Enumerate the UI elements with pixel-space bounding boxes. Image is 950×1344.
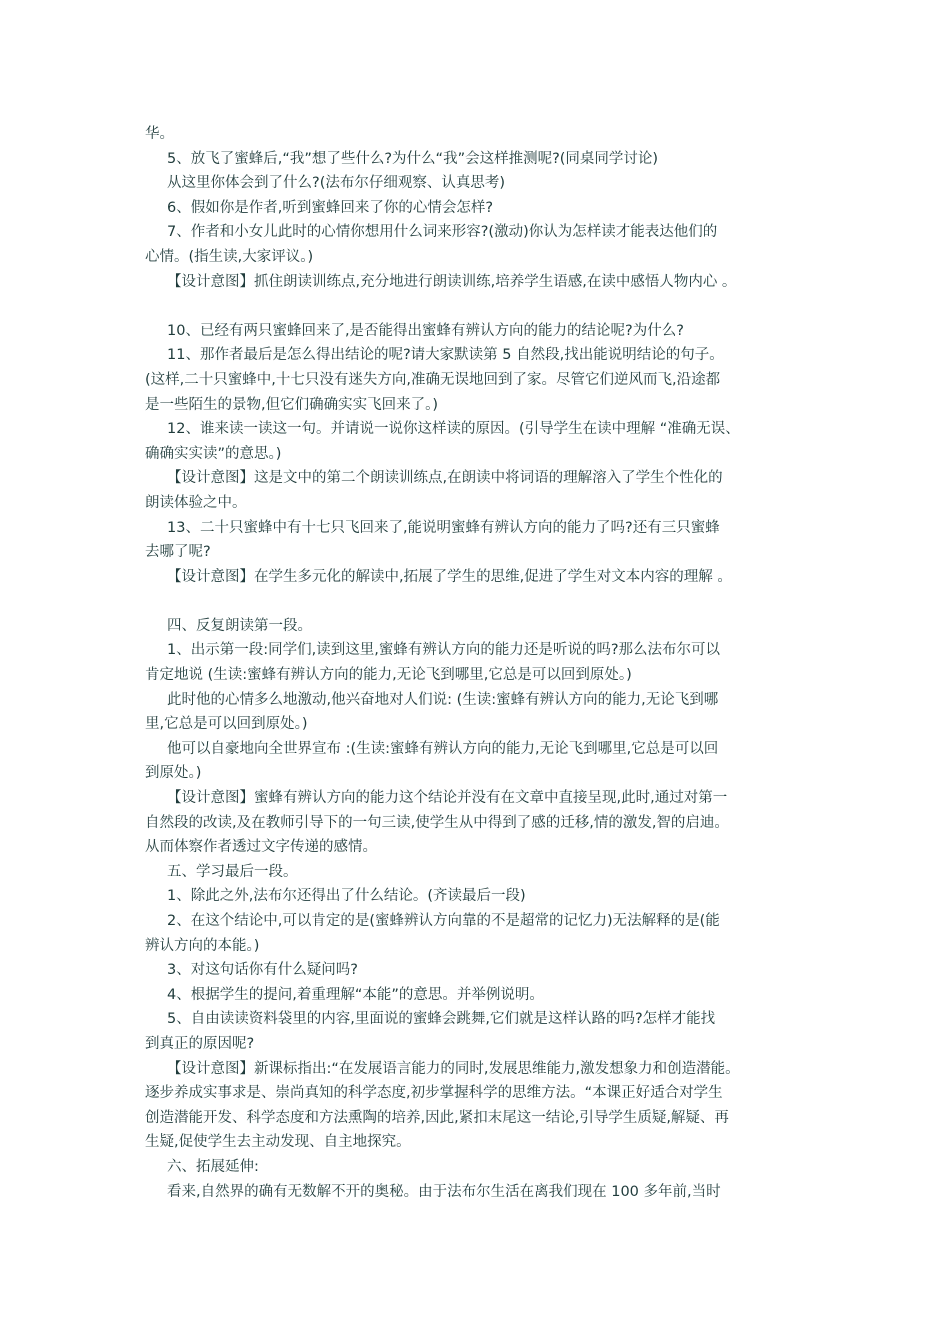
text-line: 创造潜能开发、科学态度和方法熏陶的培养,因此,紧扣末尾这一结论,引导学生质疑,解疑、再 (145, 1109, 729, 1126)
text-line: 【设计意图】这是文中的第二个朗读训练点,在朗读中将词语的理解溶入了学生个性化的 (167, 470, 723, 487)
text-line: 自然段的改读,及在教师引导下的一句三读,使学生从中得到了感的迁移,情的激发,智的启迪。 (145, 814, 729, 831)
text-line: 心情。(指生读,大家评议。) (145, 248, 314, 265)
text-line: 看来,自然界的确有无数解不开的奥秘。由于法布尔生活在离我们现在 100 多年前,当时 (167, 1183, 721, 1200)
text-line: 此时他的心情多么地激动,他兴奋地对人们说: (生读:蜜蜂有辨认方向的能力,无论飞到哪 (167, 691, 719, 708)
text-line: 六、拓展延伸: (167, 1158, 259, 1175)
text-line: 肯定地说 (生读:蜜蜂有辨认方向的能力,无论飞到哪里,它总是可以回到原处。) (145, 667, 632, 684)
text-line: 13、二十只蜜蜂中有十七只飞回来了,能说明蜜蜂有辨认方向的能力了吗?还有三只蜜蜂 (167, 519, 720, 536)
text-line: 逐步养成实事求是、崇尚真知的科学态度,初步掌握科学的思维方法。“本课正好适合对学生 (145, 1085, 723, 1102)
text-line: 是一些陌生的景物,但它们确确实实飞回来了。) (145, 396, 439, 413)
text-line: 3、对这句话你有什么疑问吗? (167, 962, 358, 979)
text-line: (这样,二十只蜜蜂中,十七只没有迷失方向,准确无误地回到了家。尽管它们逆风而飞,沿途都 (145, 371, 721, 388)
document-body (145, 122, 817, 1204)
text-line: 到真正的原因呢? (145, 1035, 255, 1052)
text-line: 1、出示第一段:同学们,读到这里,蜜蜂有辨认方向的能力还是听说的吗?那么法布尔可以 (167, 642, 721, 659)
text-line: 6、假如你是作者,听到蜜蜂回来了你的心情会怎样? (167, 199, 494, 216)
text-line: 5、自由读读资料袋里的内容,里面说的蜜蜂会跳舞,它们就是这样认路的吗?怎样才能找 (167, 1011, 716, 1028)
text-line: 朗读体验之中。 (145, 494, 247, 511)
text-line: 4、根据学生的提问,着重理解“本能”的意思。并举例说明。 (167, 986, 544, 1003)
text-line: 10、已经有两只蜜蜂回来了,是否能得出蜜蜂有辨认方向的能力的结论呢?为什么? (167, 322, 684, 339)
text-line: 11、那作者最后是怎么得出结论的呢?请大家默读第 5 自然段,找出能说明结论的句子。 (167, 347, 724, 364)
text-line: 5、放飞了蜜蜂后,“我”想了些什么?为什么“我”会这样推测呢?(同桌同学讨论) (167, 150, 659, 167)
text-line: 从这里你体会到了什么?(法布尔仔细观察、认真思考) (167, 175, 506, 192)
text-line: 【设计意图】抓住朗读训练点,充分地进行朗读训练,培养学生语感,在读中感悟人物内心 。 (167, 273, 737, 290)
text-line: 2、在这个结论中,可以肯定的是(蜜蜂辨认方向靠的不是超常的记忆力)无法解释的是(能 (167, 913, 720, 929)
text-line: 7、作者和小女儿此时的心情你想用什么词来形容?(激动)你认为怎样读才能表达他们的 (167, 224, 718, 241)
text-line: 【设计意图】在学生多元化的解读中,拓展了学生的思维,促进了学生对文本内容的理解 。 (167, 568, 732, 585)
text-line: 生疑,促使学生去主动发现、自主地探究。 (145, 1134, 411, 1151)
text-line: 到原处。) (145, 765, 202, 782)
blank-line (145, 294, 817, 319)
text-line: 华。 (145, 126, 174, 142)
text-line: 四、反复朗读第一段。 (167, 617, 312, 634)
text-line: 辨认方向的本能。) (145, 937, 260, 954)
text-line: 确确实实读”的意思。) (145, 445, 282, 462)
text-line: 里,它总是可以回到原处。) (145, 716, 308, 733)
text-line: 【设计意图】蜜蜂有辨认方向的能力这个结论并没有在文章中直接呈现,此时,通过对第一 (167, 790, 728, 807)
text-line: 1、除此之外,法布尔还得出了什么结论。(齐读最后一段) (167, 888, 526, 905)
text-line: 去哪了呢? (145, 544, 211, 561)
blank-line (145, 589, 817, 614)
text-line: 五、学习最后一段。 (167, 863, 298, 880)
text-line: 他可以自豪地向全世界宣布 :(生读:蜜蜂有辨认方向的能力,无论飞到哪里,它总是可以回 (167, 740, 719, 757)
text-line: 12、谁来读一读这一句。并请说一说你这样读的原因。(引导学生在读中理解 “准确无误、 (167, 421, 740, 438)
text-line: 从而体察作者透过文字传递的感情。 (145, 839, 377, 856)
text-line: 【设计意图】新课标指出:“在发展语言能力的同时,发展思维能力,激发想象力和创造潜能。 (167, 1060, 740, 1077)
